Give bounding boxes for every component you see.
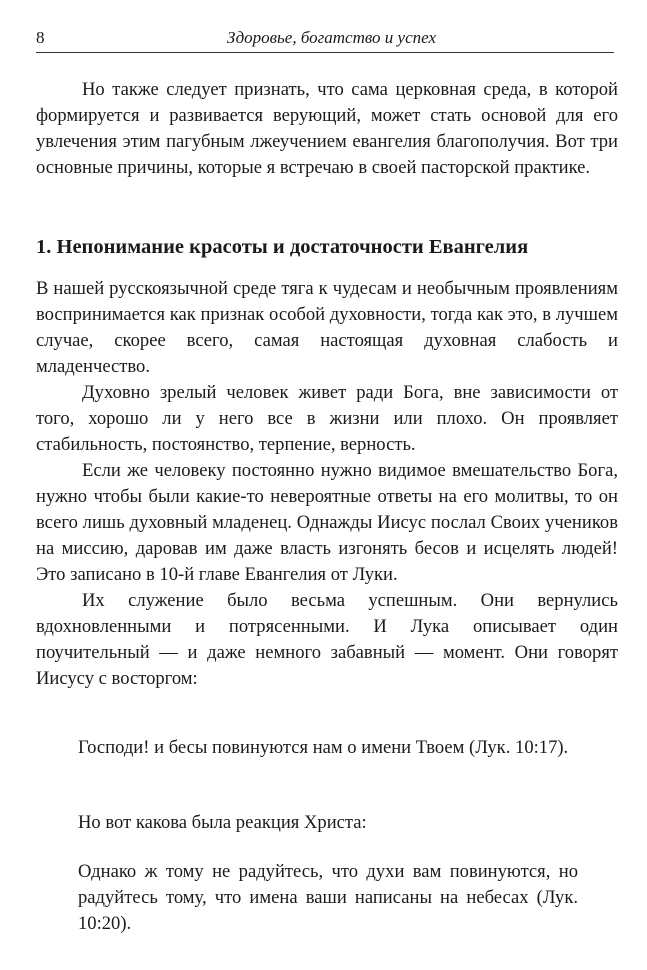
body-paragraph: В нашей русскоязычной среде тяга к чудесам и необычным проявлениям воспринимается как признак особой духовности, тогда как это, в лучшем случае, скорее всего, самая настоящая духовная слабость и младенчество. <box>36 278 618 377</box>
page-number: 8 <box>36 28 45 47</box>
running-header <box>36 22 614 53</box>
section-body <box>36 276 618 692</box>
quote-text: Господи! и бесы повинуются нам о имени Твоем (Лук. 10:17). <box>78 737 569 758</box>
body-paragraph: Духовно зрелый человек живет ради Бога, вне зависимости от того, хорошо ли у него все в жизни или плохо. Он проявляет стабильность, постоянство, терпение, верность. <box>36 382 618 455</box>
intro-paragraph: Но также следует признать, что сама церковная среда, в которой формируется и развивается верующий, может стать основой для его увлечения этим пагубным лжеучением евангелия благополучия. Вот три основные причины, которые я встречаю в своей пасторской практике. <box>36 79 618 178</box>
body-paragraph: Их служение было весьма успешным. Они вернулись вдохновленными и потрясенными. И Лука описывает один поучительный — и даже немного забавный — момент. Они говорят Иисусу с восторгом: <box>36 590 618 689</box>
bridge-text: Но вот какова была реакция Христа: <box>78 812 367 833</box>
quote-text: Однако ж тому не радуйтесь, что духи вам повинуются, но радуйтесь тому, что имена ваши написаны на небесах (Лук. 10:20). <box>78 861 578 934</box>
bridge-sentence <box>78 810 578 836</box>
intro-paragraph-block <box>36 77 618 181</box>
book-title: Здоровье, богатство и успех <box>226 28 436 47</box>
scripture-quote-2 <box>78 859 578 937</box>
scripture-quote-1 <box>78 735 578 761</box>
section-heading: 1. Непонимание красоты и достаточности Евангелия <box>36 236 529 258</box>
body-paragraph: Если же человеку постоянно нужно видимое вмешательство Бога, нужно чтобы были какие-то невероятные ответы на его молитвы, то он всего лишь духовный младенец. Однажды Иисус послал Своих учеников на миссию, даровав им даже власть изгонять бесов и исцелять людей! Это записано в 10-й главе Евангелия от Луки. <box>36 460 618 585</box>
